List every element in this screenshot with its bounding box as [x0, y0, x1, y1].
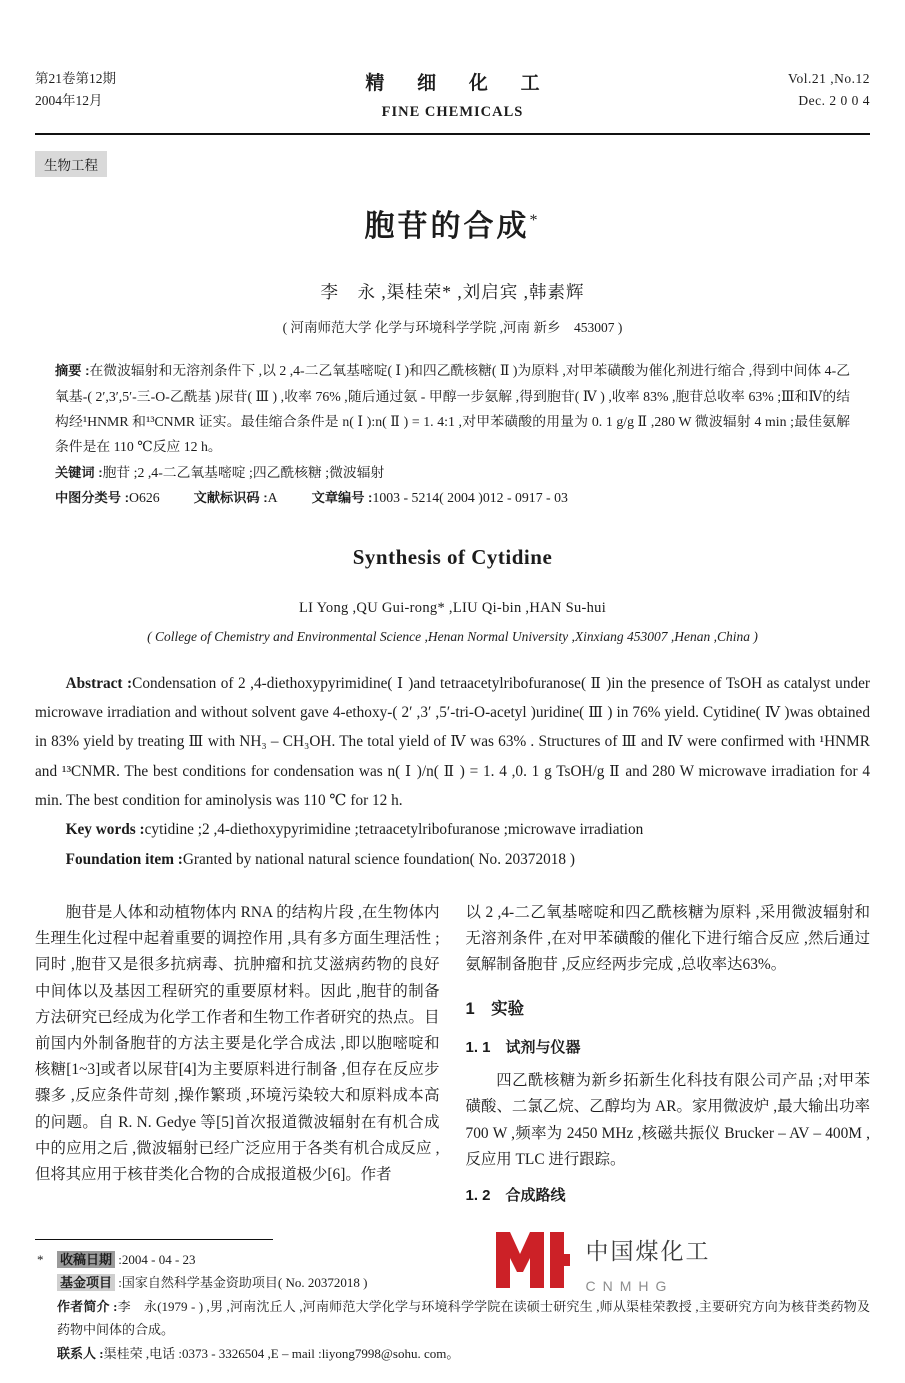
footnote-rule: [35, 1239, 273, 1240]
affiliation-cn: ( 河南师范大学 化学与环境科学学院 ,河南 新乡 453007 ): [282, 320, 623, 336]
journal-title-block: [215, 68, 690, 125]
category-badge: 生物工程: [35, 151, 107, 177]
article-title-text: 胞苷的合成: [364, 210, 530, 244]
contact-value: 渠桂荣 ,电话 :0373 - 3326504 ,E – mail :liyong7998@sohu. com。: [103, 1345, 460, 1361]
clc-label: 中图分类号 :: [55, 490, 129, 506]
received-date-line: [57, 1248, 870, 1271]
doc-code-label: 文献标识码 :: [193, 490, 268, 506]
journal-header: [35, 68, 870, 125]
section-1-heading: 1 实验: [465, 999, 525, 1018]
keywords-en-label: Key words :: [65, 821, 145, 839]
article-id-value: 1003 - 5214( 2004 )012 - 0917 - 03: [372, 490, 568, 506]
fund-value: :国家自然科学基金资助项目( No. 20372018 ): [115, 1275, 368, 1291]
title-footnote-mark: *: [529, 212, 541, 230]
keywords-cn-line: [55, 460, 850, 485]
footnotes: [35, 1239, 870, 1365]
title-en: Synthesis of Cytidine: [352, 544, 553, 569]
footnote-block: [35, 1248, 870, 1365]
article-id-label: 文章编号 :: [311, 490, 373, 506]
authors-en: LI Yong ,QU Gui-rong* ,LIU Qi-bin ,HAN Su-hui: [298, 599, 607, 616]
received-date-value: :2004 - 04 - 23: [115, 1252, 196, 1268]
affiliation-en: ( College of Chemistry and Environmental Science ,Henan Normal University ,Xinxiang 453007 ,Henan ,China ): [147, 628, 758, 644]
abstract-cn-label: 摘要 :: [55, 363, 90, 379]
volume-issue-cn: 第21卷第12期: [35, 71, 116, 86]
keywords-cn-label: 关键词 :: [55, 464, 103, 480]
author-bio-label: 作者简介 :: [57, 1298, 118, 1314]
keywords-en-line: [35, 815, 870, 844]
authors-cn: 李 永 ,渠桂荣* ,刘启宾 ,韩素辉: [320, 282, 585, 303]
foundation-label: Foundation item :: [65, 850, 183, 868]
publish-date-cn: 2004年12月: [35, 93, 103, 109]
author-bio-value: 李 永(1979 - ) ,男 ,河南沈丘人 ,河南师范大学化学与环境科学学院在读硕士研究生 ,师从渠桂荣教授 ,主要研究方向为核苷类药物及药物中间体的合成。: [57, 1298, 870, 1338]
foundation-text: Granted by national natural science foundation( No. 20372018 ): [182, 850, 575, 868]
abstract-en-section: [35, 669, 870, 875]
contact-label: 联系人 :: [57, 1345, 104, 1361]
abstract-cn-paragraph: [55, 358, 850, 460]
logo-text-cn: 中国煤化工: [585, 1237, 711, 1264]
author-bio-line: [57, 1295, 870, 1342]
journal-title-en: FINE CHEMICALS: [381, 104, 524, 121]
abstract-cn-text: 在微波辐射和无溶剂条件下 ,以 2 ,4-二乙氧基嘧啶( Ⅰ )和四乙酰核糖( Ⅱ )为原料 ,对甲苯磺酸为催化剂进行缩合 ,得到中间体 4-乙氧基-( 2′,3′,5′-三-O-乙酰基 )尿苷( Ⅲ ) ,收率 76% ,随后通过氨 - 甲醇一步氨解 ,得到胞苷( Ⅳ ) ,收率 83% ,胞苷总收率 63% ;Ⅲ和Ⅳ的结构经¹HNMR 和¹³CNMR 证实。最佳缩合条件是 n( Ⅰ ):n( Ⅱ ) = 1. 4:1 ,对甲苯磺酸的用量为 0. 1 g/g Ⅱ ,280 W 微波辐射 4 min ;最佳氨解条件是在 110 ℃反应 12 h。: [55, 363, 850, 455]
fund-label: 基金项目: [57, 1274, 115, 1291]
header-rule: [35, 133, 870, 135]
contact-line: [57, 1342, 870, 1365]
abstract-en-paragraph: [35, 669, 870, 816]
keywords-en-text: cytidine ;2 ,4-diethoxypyrimidine ;tetraacetylribofuranose ;microwave irradiation: [144, 821, 644, 839]
meta-line: [55, 485, 850, 510]
abstract-cn-section: [55, 358, 850, 510]
clc-group: [55, 490, 160, 505]
clc-value: O626: [129, 490, 160, 506]
footnote-star: *: [37, 1252, 44, 1268]
volume-issue-en: Vol.21 ,No.12: [787, 71, 870, 86]
publish-date-en: Dec. 2 0 0 4: [798, 93, 870, 109]
intro-paragraph: 胞苷是人体和动植物体内 RNA 的结构片段 ,在生物体内生理生化过程中起着重要的调控作用 ,具有多方面生理活性 ;同时 ,胞苷又是很多抗病毒、抗肿瘤和抗艾滋病药物的良好中间体以及基因工程研究的重要原材料。因此 ,胞苷的制备方法研究已经成为化学工作者和生物工作者研究的热点。目前国内外制备胞苷的方法主要是化学合成法 ,即以胞嘧啶和核糖[1~3]或者以尿苷[4]为主要原料进行制备 ,但存在反应步骤多 ,反应条件苛刻 ,操作繁琐 ,环境污染较大和原料成本高的问题。自 R. N. Gedye 等[5]首次报道微波辐射在有机合成中的应用之后 ,微波辐射已经广泛应用于各类有机合成反应 ,但将其应用于核苷类化合物的合成报道极少[6]。作者: [35, 904, 440, 1183]
reagents-paragraph: 四乙酰核糖为新乡拓新生化科技有限公司产品 ;对甲苯磺酸、二氯乙烷、乙醇均为 AR。家用微波炉 ,最大输出功率 700 W ,频率为 2450 MHz ,核磁共振仪 Brucker – AV – 400M ,反应用 TLC 进行跟踪。: [465, 1072, 870, 1168]
received-date-label: 收稿日期: [57, 1251, 115, 1268]
fund-line: [57, 1271, 870, 1294]
foundation-line: [35, 845, 870, 874]
abstract-en-label: Abstract :: [65, 674, 133, 692]
doc-code-group: [194, 490, 278, 505]
right-intro-paragraph: 以 2 ,4-二乙氧基嘧啶和四乙酰核糖为原料 ,采用微波辐射和无溶剂条件 ,在对甲苯磺酸的催化下进行缩合反应 ,然后通过氨解制备胞苷 ,反应经两步完成 ,总收率达63%。: [465, 904, 870, 974]
article-title: [35, 201, 870, 245]
keywords-cn-text: 胞苷 ;2 ,4-二乙氧基嘧啶 ;四乙酰核糖 ;微波辐射: [102, 464, 385, 480]
section-1-1-heading: 1. 1 试剂与仪器: [465, 1038, 581, 1056]
section-1-2-heading: 1. 2 合成路线: [465, 1186, 566, 1204]
doc-code-value: A: [267, 490, 278, 506]
article-id-group: [312, 490, 568, 505]
journal-title-cn: 精 细 化 工: [365, 73, 554, 94]
logo-text-en: CNMHG: [585, 1277, 674, 1294]
header-right: [690, 68, 870, 113]
abstract-en-text: Condensation of 2 ,4-diethoxypyrimidine( Ⅰ )and tetraacetylribofuranose( Ⅱ )in the presence of TsOH as catalyst under microwave irradiation and without solvent gave 4-ethoxy-( 2′ ,3′ ,5′-tri-O-acetyl )uridine( Ⅲ ) in 76% yield. Cytidine( Ⅳ )was obtained in 83% yield by treating Ⅲ with NH₃ – CH₃OH. The total yield of Ⅳ was 63% . Structures of Ⅲ and Ⅳ were confirmed with ¹HNMR and ¹³CNMR. The best conditions for condensation was n( Ⅰ )/n( Ⅱ ) = 1. 4 ,0. 1 g TsOH/g Ⅱ and 280 W microwave irradiation for 4 min. The best condition for aminolysis was 110 ℃ for 12 h.: [35, 674, 870, 809]
header-left: [35, 68, 215, 113]
